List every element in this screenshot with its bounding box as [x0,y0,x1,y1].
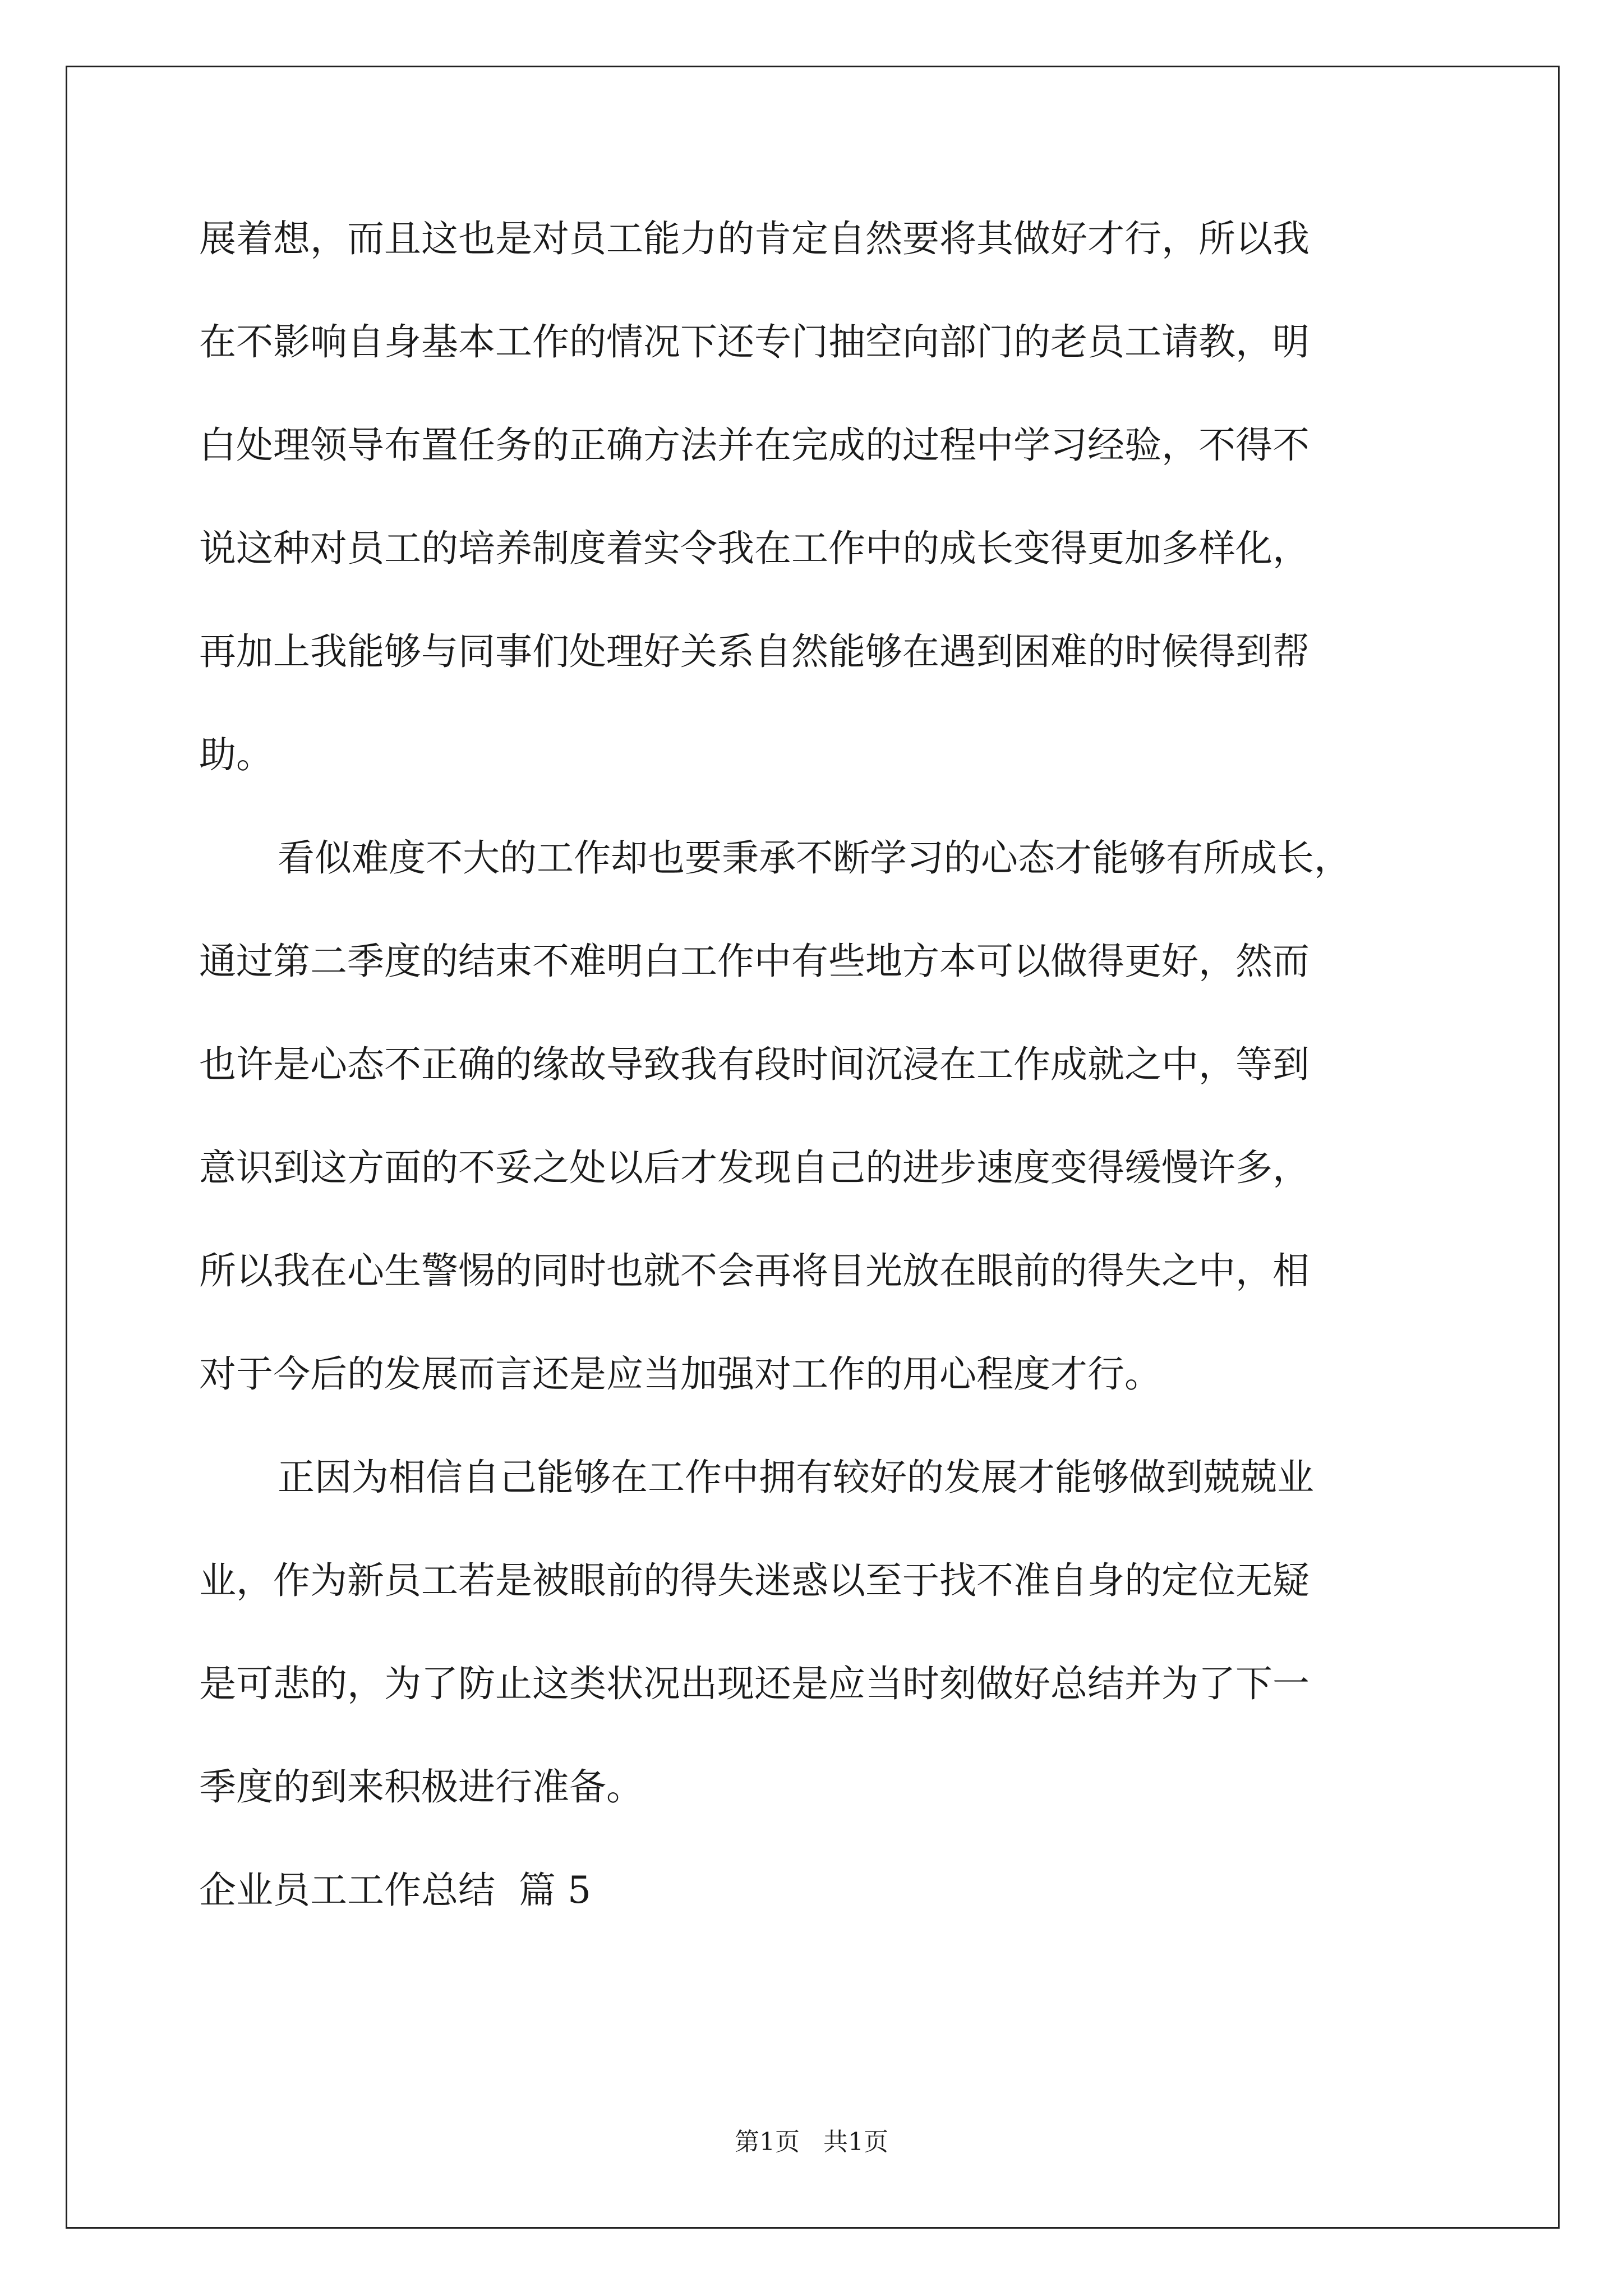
text-line: 所以我在心生警惕的同时也就不会再将目光放在眼前的得失之中，相 [199,1249,1310,1292]
text-line: 也许是心态不正确的缘故导致我有段时间沉浸在工作成就之中，等到 [199,1043,1310,1086]
text-line: 对于今后的发展而言还是应当加强对工作的用心程度才行。 [199,1352,1161,1396]
text-line: 是可悲的，为了防止这类状况出现还是应当时刻做好总结并为了下一 [199,1662,1310,1705]
text-line: 正因为相信自己能够在工作中拥有较好的发展才能够做到兢兢业 [278,1456,1314,1499]
text-line: 在不影响自身基本工作的情况下还专门抽空向部门的老员工请教，明 [199,320,1310,364]
text-line: 通过第二季度的结束不难明白工作中有些地方本可以做得更好，然而 [199,940,1310,983]
text-line: 再加上我能够与同事们处理好关系自然能够在遇到困难的时候得到帮 [199,630,1310,673]
page-footer: 第1页 共1页 [735,2128,888,2156]
text-line: 业，作为新员工若是被眼前的得失迷惑以至于找不准自身的定位无疑 [199,1559,1310,1602]
text-line: 助。 [199,733,273,776]
text-line: 白处理领导布置任务的正确方法并在完成的过程中学习经验，不得不 [199,424,1310,467]
text-line: 季度的到来积极进行准备。 [199,1765,643,1809]
text-line: 意识到这方面的不妥之处以后才发现自己的进步速度变得缓慢许多， [199,1146,1310,1189]
text-line: 展着想，而且这也是对员工能力的肯定自然要将其做好才行，所以我 [199,217,1310,260]
text-line: 看似难度不大的工作却也要秉承不断学习的心态才能够有所成长， [278,836,1351,880]
document-body [199,213,1433,1968]
text-line: 说这种对员工的培养制度着实令我在工作中的成长变得更加多样化， [199,527,1310,570]
section-heading: 企业员工工作总结 篇 5 [199,1869,591,1912]
